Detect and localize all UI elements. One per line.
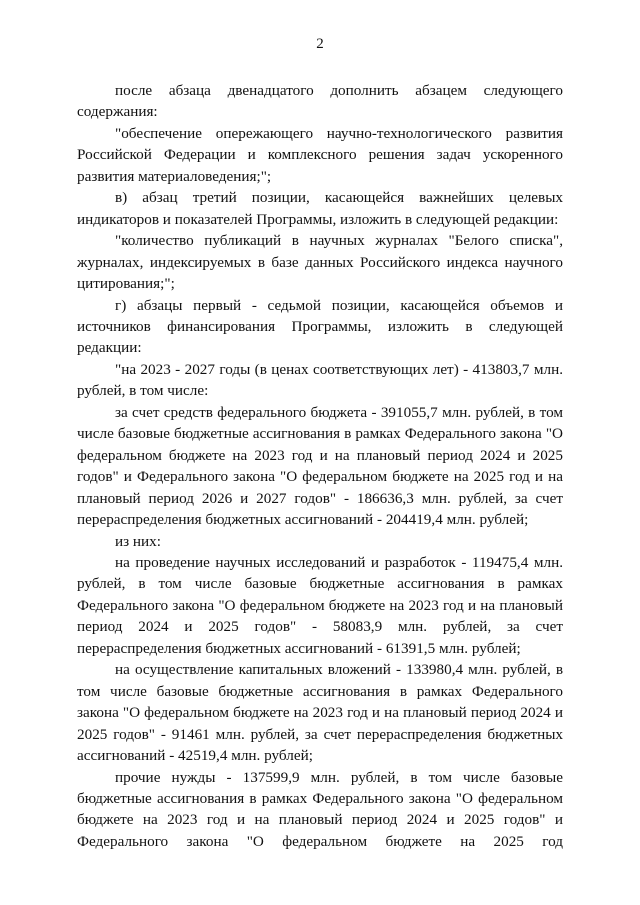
paragraph: "обеспечение опережающего научно-технологического развития Российской Федерации и комплексного решения задач ускоренного развития материаловедения;"; <box>77 124 563 185</box>
page-number: 2 <box>316 36 324 52</box>
paragraph: из них: <box>115 532 161 550</box>
paragraph: после абзаца двенадцатого дополнить абзацем следующего содержания: <box>77 82 563 121</box>
paragraph: на проведение научных исследований и разработок - 119475,4 млн. рублей, в том числе базовые бюджетные ассигнования в рамках Федерального закона "О федеральном бюджете на 2023 год и на плановый период 2024 и 2025 годов" - 58083,9 млн. рублей, за счет перераспределения бюджетных ассигнований - 61391,5 млн. рублей; <box>77 553 563 657</box>
paragraph: г) абзацы первый - седьмой позиции, касающейся объемов и источников финансирования Программы, изложить в следующей редакции: <box>77 296 563 357</box>
document-body <box>77 80 563 852</box>
paragraph: за счет средств федерального бюджета - 391055,7 млн. рублей, в том числе базовые бюджетные ассигнования в рамках Федерального закона "О федеральном бюджете на 2023 год и на плановый период 2024 и 2025 годов" и Федерального закона "О федеральном бюджете на 2025 год и на плановый период 2026 и 2027 годов" - 186636,3 млн. рублей, за счет перераспределения бюджетных ассигнований - 204419,4 млн. рублей; <box>77 403 563 529</box>
paragraph: "на 2023 - 2027 годы (в ценах соответствующих лет) - 413803,7 млн. рублей, в том числе: <box>77 360 563 400</box>
paragraph: прочие нужды - 137599,9 млн. рублей, в том числе базовые бюджетные ассигнования в рамках Федерального закона "О федеральном бюджете на 2023 год и на плановый период 2024 и 2025 годов" и Федерального закона "О федеральном бюджете на 2025 год <box>77 768 563 850</box>
paragraph: в) абзац третий позиции, касающейся важнейших целевых индикаторов и показателей Программы, изложить в следующей редакции: <box>77 189 563 228</box>
paragraph: на осуществление капитальных вложений - 133980,4 млн. рублей, в том числе базовые бюджетные ассигнования в рамках Федерального закона "О федеральном бюджете на 2023 год и на плановый период 2024 и 2025 годов" - 91461 млн. рублей, за счет перераспределения бюджетных ассигнований - 42519,4 млн. рублей; <box>77 661 563 765</box>
paragraph: "количество публикаций в научных журналах "Белого списка", журналах, индексируемых в базе данных Российского индекса научного цитирования;"; <box>77 232 563 293</box>
